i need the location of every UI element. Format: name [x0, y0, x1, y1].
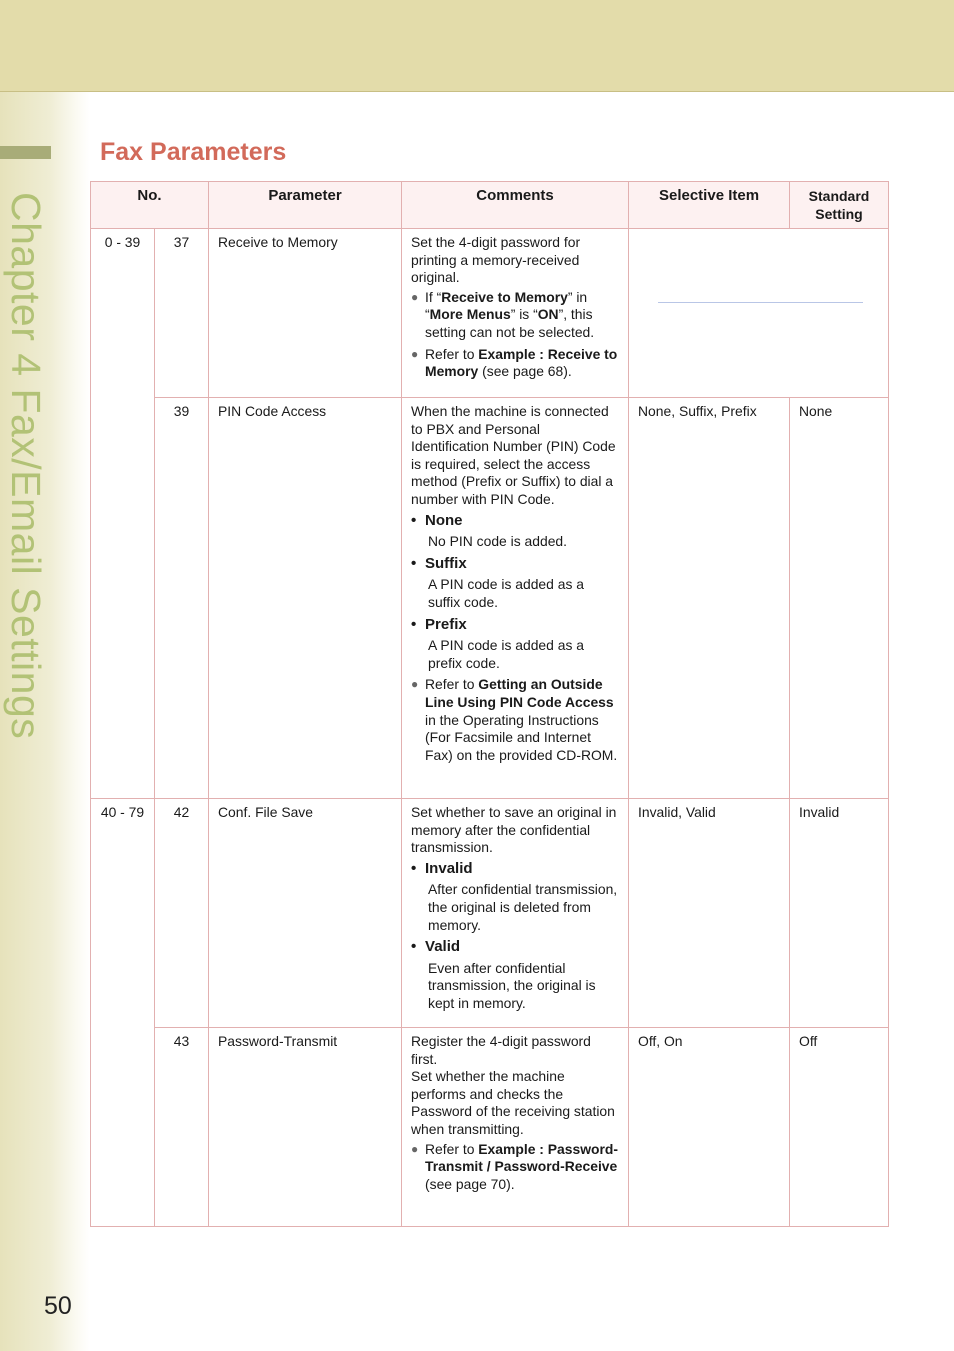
section-title: Fax Parameters: [100, 138, 287, 166]
header-no: No.: [91, 182, 209, 229]
option-description: No PIN code is added.: [428, 533, 568, 550]
option-heading: • Suffix: [411, 554, 467, 572]
comment-text: When the machine is connected to PBX and Personal Identification Number (PIN) Code is required, select the access method (Prefix or Suffix) to dial a number with PIN Code.: [411, 403, 616, 507]
number-cell: 42: [155, 799, 209, 1028]
bullet-dot-icon: ●: [411, 289, 419, 304]
note: [411, 289, 619, 342]
table-row: [91, 799, 889, 1028]
note-text: Refer to Getting an Outside Line Using PIN Code Access in the Operating Instructions (For Facsimile and Internet Fax) on the provided CD-ROM.: [425, 676, 618, 763]
note-text: Refer to Example : Password-Transmit / Password-Receive (see page 70).: [425, 1140, 619, 1192]
number-cell: 37: [155, 229, 209, 398]
range-cell: 0 - 39: [91, 229, 155, 799]
fax-parameters-table: [90, 181, 889, 1227]
note-text: If “Receive to Memory” in “More Menus” is “ON”, this setting can not be selected.: [425, 288, 595, 340]
option-heading: • None: [411, 511, 463, 529]
chapter-tab-marker: [0, 146, 51, 159]
note: [411, 346, 619, 381]
header-standard-line1: Standard: [808, 188, 870, 204]
header-standard-line2: Setting: [815, 206, 863, 222]
selective-item-cell: Invalid, Valid: [629, 799, 790, 1028]
bullet-dot-icon: ●: [411, 346, 419, 361]
header-standard-setting: [790, 182, 889, 229]
chapter-label: Chapter 4 Fax/Email Settings: [3, 192, 49, 740]
comments-cell: [402, 229, 629, 398]
header-parameter: Parameter: [209, 182, 402, 229]
note: [411, 1141, 619, 1194]
parameter-cell: Receive to Memory: [209, 229, 402, 398]
comments-cell: [402, 1028, 629, 1227]
comment-text: Set whether the machine performs and checks the Password of the receiving station when transmitting.: [411, 1068, 615, 1137]
parameter-cell: Conf. File Save: [209, 799, 402, 1028]
option-description: A PIN code is added as a suffix code.: [428, 576, 584, 610]
comment-text: Set the 4-digit password for printing a memory-received original.: [411, 234, 581, 286]
page-number: 50: [44, 1292, 72, 1320]
comments-cell: [402, 799, 629, 1028]
comment-text: Set whether to save an original in memory after the confidential transmission.: [411, 804, 617, 856]
comment-text: Register the 4-digit password first.: [411, 1033, 591, 1067]
note: [411, 676, 619, 764]
comments-cell: [402, 398, 629, 799]
standard-setting-cell: Off: [790, 1028, 889, 1227]
header-selective-item: Selective Item: [629, 182, 790, 229]
number-cell: 39: [155, 398, 209, 799]
empty-selective-cell: [629, 229, 889, 398]
option-heading: • Prefix: [411, 615, 467, 633]
option-heading: • Valid: [411, 938, 461, 956]
parameter-cell: Password-Transmit: [209, 1028, 402, 1227]
table-row: [91, 1028, 889, 1227]
option-heading: • Invalid: [411, 859, 473, 877]
selective-item-cell: None, Suffix, Prefix: [629, 398, 790, 799]
table-row: [91, 229, 889, 398]
table-row: [91, 398, 889, 799]
note-text: Refer to Example : Receive to Memory (see page 68).: [425, 345, 618, 380]
standard-setting-cell: Invalid: [790, 799, 889, 1028]
divider-line: [658, 302, 863, 303]
bullet-dot-icon: ●: [411, 1141, 419, 1156]
range-cell: 40 - 79: [91, 799, 155, 1227]
standard-setting-cell: None: [790, 398, 889, 799]
table-header-row: [91, 182, 889, 229]
option-description: A PIN code is added as a prefix code.: [428, 637, 584, 671]
number-cell: 43: [155, 1028, 209, 1227]
parameter-cell: PIN Code Access: [209, 398, 402, 799]
option-description: Even after confidential transmission, the original is kept in memory.: [428, 959, 596, 1011]
bullet-dot-icon: ●: [411, 677, 419, 692]
option-description: After confidential transmission, the original is deleted from memory.: [428, 881, 618, 933]
header-band: [0, 0, 954, 92]
header-comments: Comments: [402, 182, 629, 229]
selective-item-cell: Off, On: [629, 1028, 790, 1227]
